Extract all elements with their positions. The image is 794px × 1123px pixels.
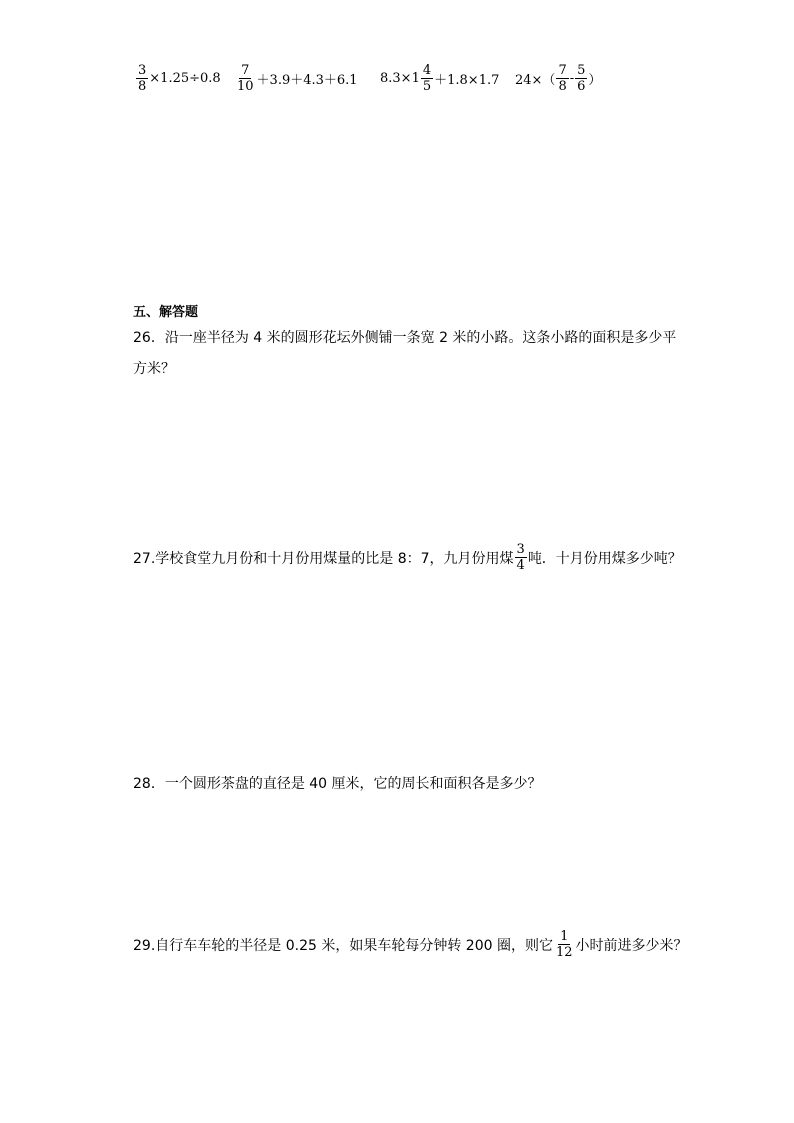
- numerator: 5: [577, 63, 586, 78]
- expression-text: ＋3.9＋4.3＋6.1: [256, 73, 358, 88]
- denominator: 8: [138, 79, 147, 94]
- denominator: 4: [516, 558, 525, 573]
- denominator: 5: [422, 79, 432, 94]
- expression-text: ＋1.8×1.7: [434, 73, 500, 88]
- numerator: 3: [138, 63, 147, 78]
- question-27: [133, 543, 682, 572]
- fraction: [575, 64, 587, 93]
- numerator: 1: [560, 929, 569, 944]
- fraction: [421, 64, 433, 93]
- question-28: 28．一个圆形茶盘的直径是 40 厘米，它的周长和面积各是多少？: [133, 776, 542, 792]
- question-text: 27.学校食堂九月份和十月份用煤量的比是 8：7，九月份用煤: [133, 550, 514, 567]
- denominator: 12: [555, 945, 573, 960]
- expression-prefix: 24×（: [515, 73, 556, 88]
- fraction: [136, 64, 148, 93]
- denominator: 10: [237, 79, 254, 94]
- expression-2: [234, 64, 358, 93]
- expression-prefix: 8.3×1: [380, 71, 420, 86]
- question-26-line-2: 方米？: [133, 361, 175, 377]
- numerator: 3: [516, 542, 525, 557]
- expression-3: [380, 64, 499, 93]
- expression-suffix: ）: [588, 73, 602, 88]
- minus-sign: -: [569, 71, 575, 86]
- denominator: 6: [577, 79, 586, 94]
- question-26-line-1: 26．沿一座半径为 4 米的圆形花坛外侧铺一条宽 2 米的小路。这条小路的面积是多少平: [133, 330, 677, 346]
- question-text: 吨．十月份用煤多少吨？: [527, 550, 682, 567]
- section-title: 五、解答题: [133, 305, 199, 320]
- numerator: 4: [422, 63, 432, 78]
- question-text: 小时前进多少米？: [575, 937, 688, 954]
- expression-4: [515, 64, 601, 93]
- expression-text: ×1.25÷0.8: [149, 71, 221, 86]
- fraction: [235, 64, 256, 93]
- numerator: 7: [558, 63, 567, 78]
- question-text: 29.自行车车轮的半径是 0.25 米，如果车轮每分钟转 200 圈，则它: [133, 937, 553, 954]
- fraction: [554, 930, 575, 959]
- fraction: [515, 543, 527, 572]
- denominator: 8: [558, 79, 567, 94]
- fraction: [556, 64, 568, 93]
- question-29: [133, 930, 688, 959]
- expression-1: [135, 64, 221, 93]
- numerator: 7: [241, 63, 250, 78]
